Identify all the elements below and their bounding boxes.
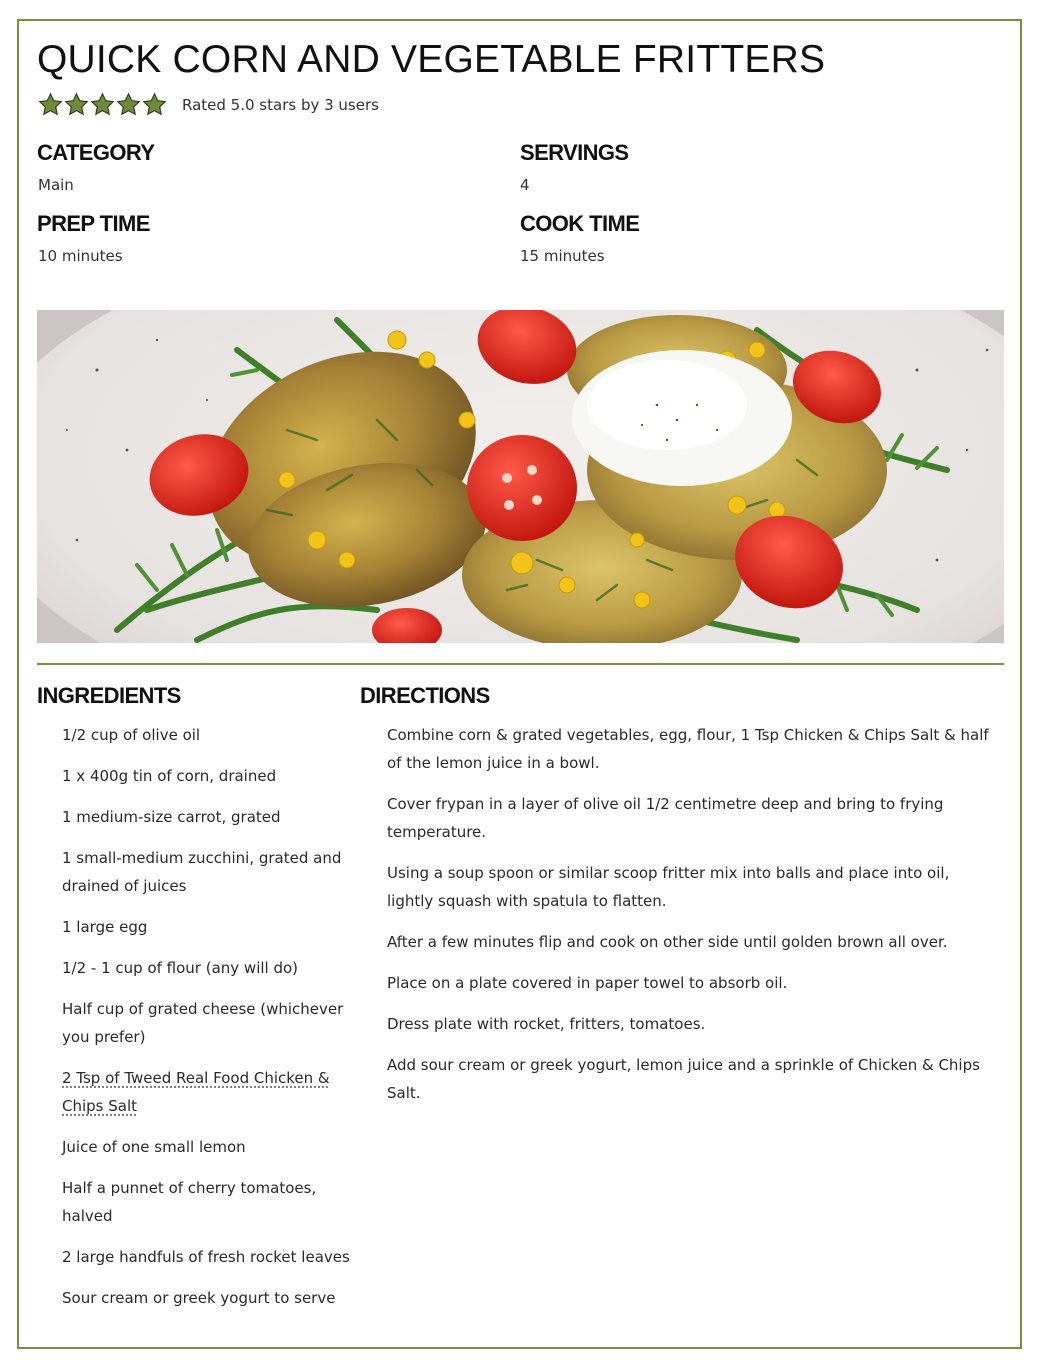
cook-time-label: COOK TIME — [520, 211, 640, 236]
directions-heading: DIRECTIONS — [360, 683, 490, 708]
ingredient-item: 1 small-medium zucchini, grated and drained of juices — [62, 849, 342, 895]
direction-step: Dress plate with rocket, fritters, tomatoes. — [387, 1015, 706, 1033]
rating-text: Rated 5.0 stars by 3 users — [182, 95, 379, 114]
direction-step: Add sour cream or greek yogurt, lemon juice and a sprinkle of Chicken & Chips Salt. — [387, 1056, 980, 1102]
ingredient-item: 1/2 - 1 cup of flour (any will do) — [62, 959, 299, 977]
prep-time-label: PREP TIME — [37, 211, 150, 236]
ingredient-item: 1 x 400g tin of corn, drained — [62, 767, 277, 785]
category-label: CATEGORY — [37, 140, 155, 165]
ingredient-item: 1 large egg — [62, 918, 148, 936]
direction-step: Place on a plate covered in paper towel to absorb oil. — [387, 974, 788, 992]
star-icon — [64, 92, 89, 117]
category-value: Main — [38, 176, 74, 194]
ingredients-list — [62, 721, 362, 1325]
product-link[interactable]: 2 Tsp of Tweed Real Food Chicken & Chips Salt — [62, 1069, 330, 1115]
ingredients-heading: INGREDIENTS — [37, 683, 181, 708]
star-rating[interactable] — [38, 92, 167, 117]
ingredient-item: Half cup of grated cheese (whichever you prefer) — [62, 1000, 344, 1046]
servings-label: SERVINGS — [520, 140, 629, 165]
star-icon — [142, 92, 167, 117]
direction-step: Using a soup spoon or similar scoop fritter mix into balls and place into oil, lightly squash with spatula to flatten. — [387, 864, 950, 910]
ingredient-item: Juice of one small lemon — [62, 1138, 246, 1156]
servings-value: 4 — [520, 176, 530, 194]
direction-step: After a few minutes flip and cook on other side until golden brown all over. — [387, 933, 948, 951]
direction-step: Cover frypan in a layer of olive oil 1/2 centimetre deep and bring to frying temperature. — [387, 795, 944, 841]
ingredient-item: Sour cream or greek yogurt to serve — [62, 1289, 336, 1307]
ingredient-item: Half a punnet of cherry tomatoes, halved — [62, 1179, 317, 1225]
recipe-photo — [37, 310, 1004, 643]
direction-step: Combine corn & grated vegetables, egg, flour, 1 Tsp Chicken & Chips Salt & half of the lemon juice in a bowl. — [387, 726, 989, 772]
directions-list — [387, 721, 999, 1120]
ingredient-item: 1/2 cup of olive oil — [62, 726, 201, 744]
section-divider — [37, 663, 1004, 665]
ingredient-item — [62, 1064, 362, 1120]
ingredient-item: 2 large handfuls of fresh rocket leaves — [62, 1248, 350, 1266]
prep-time-value: 10 minutes — [38, 247, 123, 265]
ingredient-item: 1 medium-size carrot, grated — [62, 808, 281, 826]
recipe-title: QUICK CORN AND VEGETABLE FRITTERS — [37, 38, 826, 81]
rating — [38, 92, 379, 117]
star-icon — [38, 92, 63, 117]
cook-time-value: 15 minutes — [520, 247, 605, 265]
star-icon — [90, 92, 115, 117]
star-icon — [116, 92, 141, 117]
